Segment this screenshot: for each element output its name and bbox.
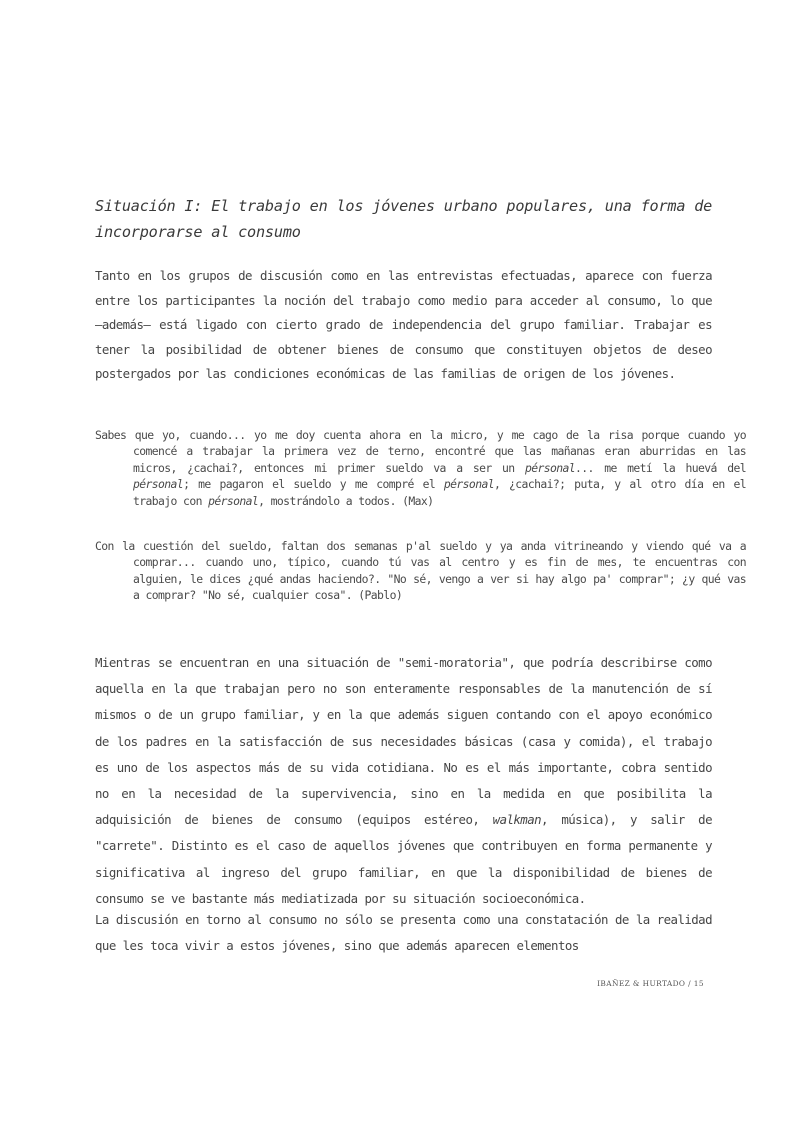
paragraph-emphasis: walkman: [492, 812, 542, 828]
paragraph-3: La discusión en torno al consumo no sólo se presenta como una constatación de la realidad que les toca vivir a estos jóvenes, sino que además aparecen elementos: [95, 912, 712, 954]
paragraph-text: Mientras se encuentran en una situación de "semi-moratoria", que podría describirse como aquella en la que trabajan pero no son enteramente responsables de la manutención de sí mismos o de un grupo familiar, y en la que además siguen contando con el apoyo económico de los padres en la satisfacción de sus necesidades básicas (casa y comida), el trabajo es uno de los aspectos más de su vida cotidiana. No es el más importante, cobra sentido no en la necesidad de la supervivencia, sino en la medida en que posibilita la adquisición de bienes de consumo (equipos estéreo,: [95, 655, 712, 828]
quote-emphasis: pérsonal: [133, 477, 184, 492]
quote-emphasis: pérsonal: [524, 460, 576, 475]
quote-text: , mostrándolo a todos. (Max): [258, 493, 434, 508]
paragraph-text: , música), y salir de "carrete". Distinto es el caso de aquellos jóvenes que contribuyen en forma permanente y significativa al ingreso del grupo familiar, en que la disponibilidad de bienes de consumo se ve bastante más mediatizada por su situación socioeconómica.: [95, 812, 712, 906]
section-heading: Situación I: El trabajo en los jóvenes urbano populares, una forma de incorporarse al consumo: [95, 197, 713, 241]
quote-text: ... me metí la huevá del: [575, 460, 747, 475]
interview-quote-max: [95, 427, 746, 509]
quote-text: ; me pagaron el sueldo y me compré el: [183, 477, 444, 492]
page-footer: IBAÑEZ & HURTADO / 15: [597, 979, 704, 988]
quote-emphasis: pérsonal: [208, 493, 259, 508]
quote-emphasis: pérsonal: [443, 477, 494, 492]
paragraph-1: Tanto en los grupos de discusión como en las entrevistas efectuadas, aparece con fuerza entre los participantes la noción del trabajo como medio para acceder al consumo, lo que —además— está ligado con cierto grado de independencia del grupo familiar. Trabajar es tener la posibilidad de obtener bienes de consumo que constituyen objetos de deseo postergados por las condiciones económicas de las familias de origen de los jóvenes.: [95, 268, 712, 382]
quote-text: , ¿cachai?; puta, y al otro día en el trabajo con: [133, 477, 746, 508]
interview-quote-pablo: Con la cuestión del sueldo, faltan dos semanas p'al sueldo y ya anda vitrineando y viendo qué va a comprar... cuando uno, típico, cuando tú vas al centro y es fin de mes, te encuentras con alguien, le dices ¿qué andas haciendo?. "No sé, vengo a ver si hay algo pa' comprar"; ¿y qué vas a comprar? "No sé, cualquier cosa". (Pablo): [95, 539, 746, 603]
quote-text: Sabes que yo, cuando... yo me doy cuenta ahora en la micro, y me cago de la risa porque cuando yo comencé a trabajar la primera vez de terno, encontré que las mañanas eran aburridas en las micros, ¿cachai?, entonces mi primer sueldo va a ser un: [95, 428, 746, 475]
paragraph-2: [95, 650, 712, 912]
